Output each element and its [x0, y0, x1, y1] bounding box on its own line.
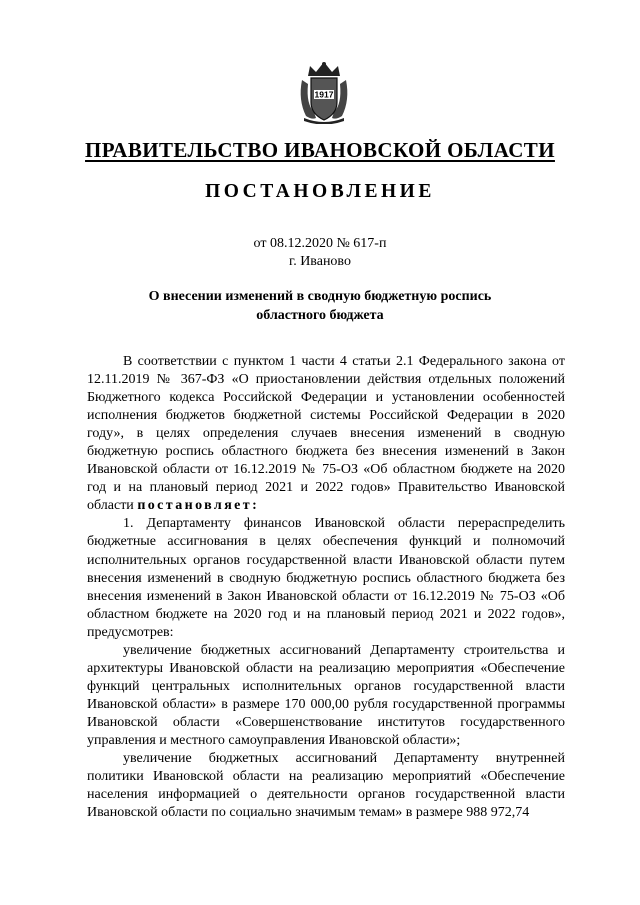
paragraph-construction: увеличение бюджетных ассигнований Департаменту строительства и архитектуры Ивановской области на реализацию мероприятия «Обеспечение функций центральных исполнительных органов государственной власти Ивановской области» в размере 170 000,00 рубля государственной программы Ивановской области «Совершенствование институтов государственного управления и местного самоуправления Ивановской области»;: [87, 642, 565, 748]
paragraph-internal-policy: увеличение бюджетных ассигнований Департаменту внутренней политики Ивановской области на реализацию мероприятий «Обеспечение населения информацией о деятельности органов государственной власти Ивановской области по социально значимым темам» в размере 988 972,74: [87, 751, 565, 821]
date-number: от 08.12.2020 № 617-п: [253, 236, 387, 251]
document-subject: [120, 288, 520, 325]
subject-line-1: О внесении изменений в сводную бюджетную роспись: [148, 289, 492, 304]
paragraph-item-1: 1. Департаменту финансов Ивановской области перераспределить бюджетные ассигнования в целях обеспечения функций и полномочий исполнительных органов государственной власти Ивановской области путем внесения изменений в сводную бюджетную роспись областного бюджета без внесения изменений в Закон Ивановской области от 16.12.2019 № 75-ОЗ «Об областном бюджете на 2020 год и на плановый период 2021 и 2022 годов», предусмотрев:: [87, 516, 565, 640]
government-title-text: ПРАВИТЕЛЬСТВО ИВАНОВСКОЙ ОБЛАСТИ: [85, 138, 555, 162]
government-title: [0, 138, 640, 163]
preamble-text: В соответствии с пунктом 1 части 4 статьи 2.1 Федерального закона от 12.11.2019 № 367-ФЗ «О приостановлении действия отдельных положений Бюджетного кодекса Российской Федерации и установлении особенностей исполнения бюджетов бюджетной системы Российской Федерации в 2020 году», в целях определения случаев внесения изменений в сводную бюджетную роспись областного бюджета без внесения изменений в Закон Ивановской области от 16.12.2019 № 75-ОЗ «Об областном бюджете на 2020 год и на плановый период 2021 и 2022 годов» Правительство Ивановской области: [87, 354, 565, 514]
document-body: [87, 353, 565, 822]
subject-line-2: областного бюджета: [256, 307, 384, 323]
svg-text:1917: 1917: [314, 89, 334, 100]
document-type: ПОСТАНОВЛЕНИЕ: [205, 181, 435, 202]
resolves-word: постановляет: [137, 498, 253, 514]
coat-of-arms-emblem-icon: [296, 60, 352, 124]
resolves-colon: :: [252, 498, 257, 514]
paragraph-preamble: [87, 353, 565, 515]
city: г. Иваново: [289, 254, 351, 269]
